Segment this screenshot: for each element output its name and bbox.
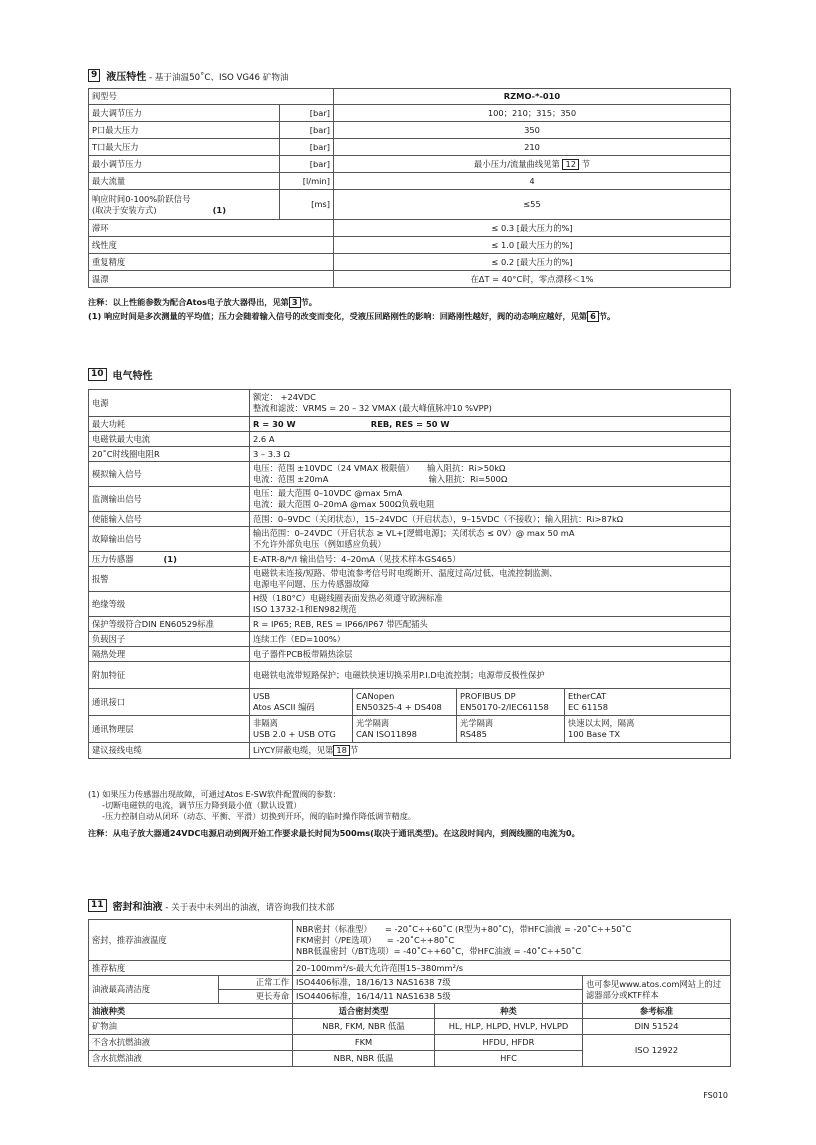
row-value: ≤ 0.2 [最大压力的%] (334, 254, 731, 271)
row-label: 电磁铁最大电流 (89, 432, 250, 447)
row-value: R = IP65; REB, RES = IP66/IP67 带匹配插头 (250, 617, 731, 632)
row-value: 范围：0–9VDC（关闭状态），15–24VDC（开启状态），9–15VDC（不接收）；输入阻抗：Ri>87kΩ (250, 512, 731, 527)
row-value: 电子器件PCB板带隔热涂层 (250, 647, 731, 662)
clean-condition: 更长寿命 (219, 990, 293, 1004)
row-label: 压力传感器 (1) (89, 552, 250, 567)
phys-cell: 非隔离 USB 2.0 + USB OTG (250, 716, 353, 743)
row-unit: [bar] (280, 105, 334, 122)
clean-value: ISO4406标准，18/16/13 NAS1638 7级 (293, 976, 583, 990)
table-header-label: 阀型号 (89, 89, 334, 105)
comm-cell: USB Atos ASCII 编码 (250, 689, 353, 716)
phys-cell: 光学隔离 RS485 (457, 716, 565, 743)
row-label: 温漂 (89, 271, 334, 288)
row-label: 隔热处理 (89, 647, 250, 662)
row-value: 在ΔT = 40°C时，零点漂移＜1% (334, 271, 731, 288)
section-10-notes: (1) 如果压力传感器出现故障，可通过Atos E-SW软件配置阀的参数： -切断电磁铁的电流，调节压力降到最小值（默认设置） -压力控制自动从闭环（动态、平衡、平滑）切换到开环，阀的临时操作降低调节精度。 注释：从电子放大器通24VDC电源启动到阀开始工作要求最长时间为500ms(取决于通讯类型)。在这段时间内，到阀线圈的电流为0。 (88, 789, 580, 838)
row-unit: [bar] (280, 156, 334, 173)
row-label: 电源 (89, 390, 250, 417)
comm-cell: CANopen EN50325-4 + DS408 (353, 689, 457, 716)
row-label: 最大流量 (89, 173, 280, 190)
row-label: 最大功耗 (89, 417, 250, 432)
row-label: 密封，推荐油液温度 (89, 920, 293, 961)
column-header: 种类 (435, 1004, 583, 1019)
row-value: 额定： +24VDC 整流和滤波：VRMS = 20 – 32 VMAX (最大峰值脉冲10 %VPP) (250, 390, 731, 417)
section-9-heading (88, 68, 289, 83)
row-label: 推荐粘度 (89, 961, 293, 976)
row-label: P口最大压力 (89, 122, 280, 139)
section-9-notes: 注释：以上性能参数为配合Atos电子放大器得出，见第 3 节。 (1) 响应时间是多次测量的平均值；压力会随着输入信号的改变而变化，受液压回路刚性的影响：回路刚性越好，阀的动态响应越好，见第 6 节。 (88, 297, 616, 321)
row-label: 通讯接口 (89, 689, 250, 716)
row-value: 输出范围：0–24VDC（开启状态 ≥ VL+[逻辑电源]；关闭状态 ≤ 0V）@ max 50 mA 不允许外部负电压（例如感应负载） (250, 527, 731, 552)
row-value: ≤ 1.0 [最大压力的%] (334, 237, 731, 254)
row-unit: [bar] (280, 122, 334, 139)
section-title: 液压特性 (106, 72, 147, 83)
clean-note: 也可参见www.atos.com网站上的过滤器部分或KTF样本 (583, 976, 731, 1004)
table-header-value: RZMO-*-010 (334, 89, 731, 105)
row-value: ≤ 0.3 [最大压力的%] (334, 220, 731, 237)
row-value: H级（180°C）电磁线圈表面发热必须遵守欧洲标准 ISO 13732-1和EN982规范 (250, 592, 731, 617)
row-label: T口最大压力 (89, 139, 280, 156)
row-label: 响应时间0-100%阶跃信号 (取决于安装方式) (1) (89, 190, 280, 220)
comm-cell: PROFIBUS DP EN50170-2/IEC61158 (457, 689, 565, 716)
section-number: 11 (88, 899, 107, 912)
row-label: 通讯物理层 (89, 716, 250, 743)
clean-condition: 正常工作 (219, 976, 293, 990)
row-label: 线性度 (89, 237, 334, 254)
row-label: 保护等级符合DIN EN60529标准 (89, 617, 250, 632)
electrical-table (88, 389, 731, 759)
row-label: 重复精度 (89, 254, 334, 271)
row-value: 2.6 A (250, 432, 731, 447)
fluid-cell: NBR, NBR 低温 (293, 1051, 435, 1067)
section-title: 电气特性 (112, 371, 153, 382)
row-value: ≤55 (334, 190, 731, 220)
phys-cell: 快速以太网，隔离 100 Base TX (565, 716, 731, 743)
row-value: 电磁铁电流带短路保护；电磁铁快速切换采用P.I.D电流控制；电源带反极性保护 (250, 662, 731, 689)
row-value: 最小压力/流量曲线见第 12 节 (334, 156, 731, 173)
section-subtitle: - 基于油温50˚C、ISO VG46 矿物油 (146, 73, 289, 83)
row-value: 3 – 3.3 Ω (250, 447, 731, 462)
fluid-cell: HFC (435, 1051, 583, 1067)
section-ref-box: 12 (562, 159, 579, 170)
row-unit: [ms] (280, 190, 334, 220)
seals-fluids-table (88, 919, 731, 1067)
clean-value: ISO4406标准，16/14/11 NAS1638 5级 (293, 990, 583, 1004)
row-label: 滞环 (89, 220, 334, 237)
row-value: 210 (334, 139, 731, 156)
row-value: 电压：范围 ±10VDC（24 VMAX 极限值） 输入阻抗：Ri>50kΩ 电流：范围 ±20mA 输入阻抗：Ri=500Ω (250, 462, 731, 487)
section-subtitle: - 关于表中未列出的油液，请咨询我们技术部 (162, 903, 335, 913)
hydraulic-table (88, 88, 731, 288)
row-label: 模拟输入信号 (89, 462, 250, 487)
fluid-cell: 不含水抗燃油液 (89, 1035, 293, 1051)
row-value: 4 (334, 173, 731, 190)
section-11-heading (88, 898, 334, 913)
fluid-cell: ISO 12922 (583, 1035, 731, 1067)
page-footer-code: FS010 (703, 1091, 728, 1100)
fluid-cell: 矿物油 (89, 1019, 293, 1035)
row-value: NBR密封（标准型） = -20˚C÷+60˚C (R型为+80˚C)，带HFC油液 = -20˚C÷+50˚C FKM密封（/PE选项） = -20˚C÷+80˚C NBR低温密封（/BT选项）= -40˚C÷+60˚C，带HFC油液 = -40˚C÷+50˚C (293, 920, 731, 961)
column-header: 油液种类 (89, 1004, 293, 1019)
fluid-cell: HFDU, HFDR (435, 1035, 583, 1051)
row-label: 监测输出信号 (89, 487, 250, 512)
section-number: 9 (88, 69, 100, 82)
row-value: LiYCY屏蔽电缆，见第 18 节 (250, 743, 731, 759)
row-value: E-ATR-8/*/I 输出信号：4–20mA（见技术样本GS465） (250, 552, 731, 567)
section-title: 密封和油液 (112, 902, 163, 913)
fluid-cell: 含水抗燃油液 (89, 1051, 293, 1067)
phys-cell: 光学隔离 CAN ISO11898 (353, 716, 457, 743)
section-10-heading (88, 367, 153, 382)
column-header: 适合密封类型 (293, 1004, 435, 1019)
fluid-cell: HL, HLP, HLPD, HVLP, HVLPD (435, 1019, 583, 1035)
row-unit: [l/min] (280, 173, 334, 190)
row-label: 绝缘等级 (89, 592, 250, 617)
fluid-cell: FKM (293, 1035, 435, 1051)
row-unit: [bar] (280, 139, 334, 156)
row-value: 350 (334, 122, 731, 139)
row-label: 故障输出信号 (89, 527, 250, 552)
fluid-cell: NBR, FKM, NBR 低温 (293, 1019, 435, 1035)
row-value: 20–100mm²/s-最大允许范围15–380mm²/s (293, 961, 731, 976)
column-header: 参考标准 (583, 1004, 731, 1019)
row-label: 负载因子 (89, 632, 250, 647)
row-label: 建议接线电缆 (89, 743, 250, 759)
comm-cell: EtherCAT EC 61158 (565, 689, 731, 716)
row-value: 电磁铁未连接/短路、带电流参考信号时电缆断开、温度过高/过低、电流控制监测、 电源电平问题、压力传感器故障 (250, 567, 731, 592)
row-label: 油液最高清洁度 (89, 976, 219, 1004)
row-label: 报警 (89, 567, 250, 592)
row-label: 最大调节压力 (89, 105, 280, 122)
row-value: 电压：最大范围 0–10VDC @max 5mA 电流：最大范围 0–20mA @max 500Ω负载电阻 (250, 487, 731, 512)
row-label: 20˚C时线圈电阻R (89, 447, 250, 462)
section-number: 10 (88, 368, 107, 381)
row-label: 使能输入信号 (89, 512, 250, 527)
row-value: 连续工作（ED=100%） (250, 632, 731, 647)
row-value: R = 30 W REB, RES = 50 W (250, 417, 731, 432)
row-label: 最小调节压力 (89, 156, 280, 173)
row-label: 附加特征 (89, 662, 250, 689)
row-value: 100；210；315；350 (334, 105, 731, 122)
fluid-cell: DIN 51524 (583, 1019, 731, 1035)
